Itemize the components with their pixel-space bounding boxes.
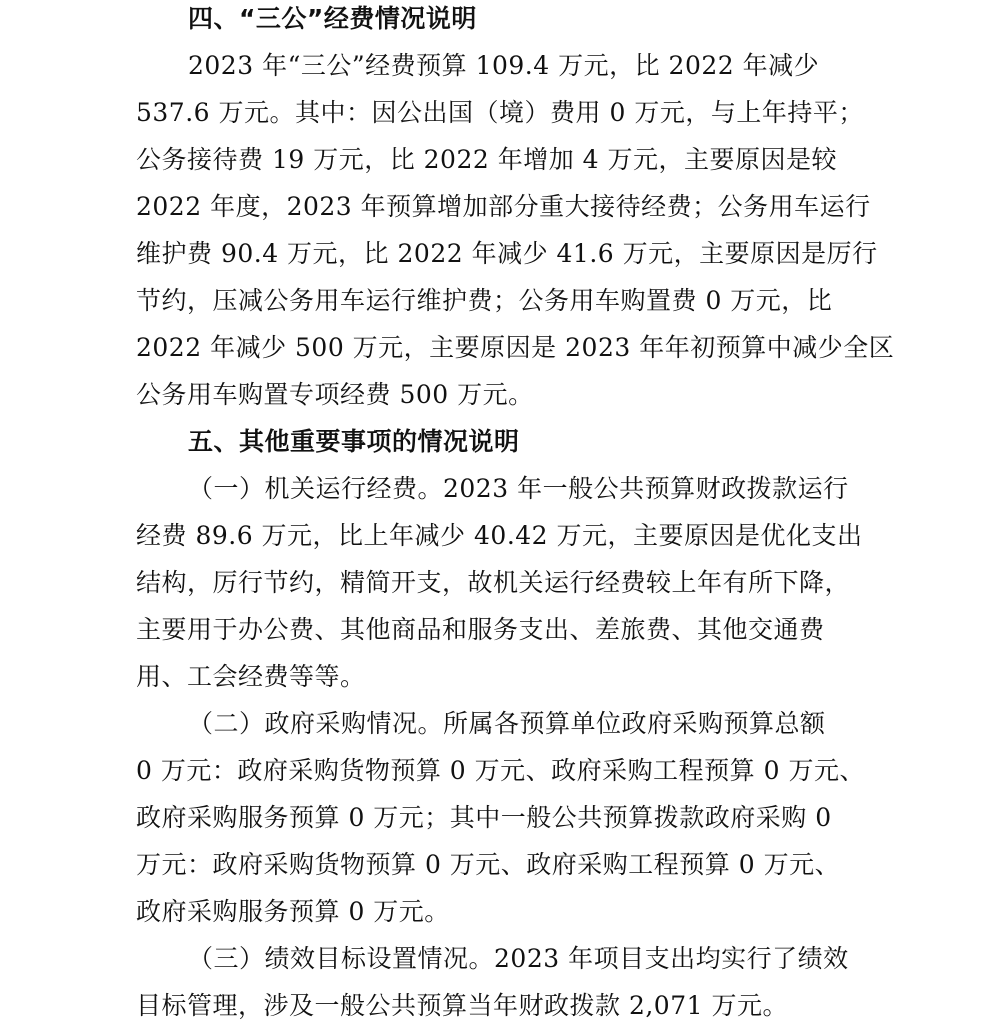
section-4-line-4: 2022 年度，2023 年预算增加部分重大接待经费；公务用车运行: [136, 192, 871, 221]
item-3-line-1: （三）绩效目标设置情况。2023 年项目支出均实行了绩效: [188, 944, 849, 973]
section-4-heading: 四、“三公”经费情况说明: [188, 4, 477, 33]
item-2-line-4: 万元：政府采购货物预算 0 万元、政府采购工程预算 0 万元、: [136, 850, 841, 879]
section-4-line-8: 公务用车购置专项经费 500 万元。: [136, 380, 534, 409]
section-4-line-3: 公务接待费 19 万元，比 2022 年增加 4 万元，主要原因是较: [136, 145, 838, 174]
item-1-line-1: （一）机关运行经费。2023 年一般公共预算财政拨款运行: [188, 474, 849, 503]
item-3-line-2: 目标管理，涉及一般公共预算当年财政拨款 2,071 万元。: [136, 991, 788, 1020]
section-4-line-1: 2023 年“三公”经费预算 109.4 万元，比 2022 年减少: [188, 51, 820, 80]
section-4-line-6: 节约，压减公务用车运行维护费；公务用车购置费 0 万元，比: [136, 286, 833, 315]
item-2-line-2: 0 万元：政府采购货物预算 0 万元、政府采购工程预算 0 万元、: [136, 756, 865, 785]
item-1-line-2: 经费 89.6 万元，比上年减少 40.42 万元，主要原因是优化支出: [136, 521, 863, 550]
item-1-line-3: 结构，厉行节约，精简开支，故机关运行经费较上年有所下降，: [136, 568, 851, 597]
section-4-line-7: 2022 年减少 500 万元，主要原因是 2023 年年初预算中减少全区: [136, 333, 895, 362]
item-1-line-4: 主要用于办公费、其他商品和服务支出、差旅费、其他交通费: [136, 615, 825, 644]
section-4-line-5: 维护费 90.4 万元，比 2022 年减少 41.6 万元，主要原因是厉行: [136, 239, 878, 268]
section-4-line-2: 537.6 万元。其中：因公出国（境）费用 0 万元，与上年持平；: [136, 98, 864, 127]
section-5-heading: 五、其他重要事项的情况说明: [188, 427, 520, 456]
item-1-line-5: 用、工会经费等等。: [136, 662, 366, 691]
item-2-line-5: 政府采购服务预算 0 万元。: [136, 897, 450, 926]
item-2-line-1: （二）政府采购情况。所属各预算单位政府采购预算总额: [188, 709, 826, 738]
item-2-line-3: 政府采购服务预算 0 万元；其中一般公共预算拨款政府采购 0: [136, 803, 832, 832]
